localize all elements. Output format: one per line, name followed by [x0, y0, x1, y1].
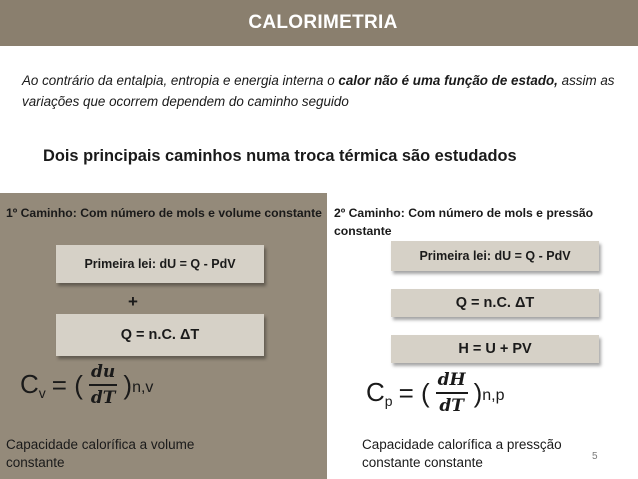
intro-text-after: assim as variações que ocorrem dependem do caminho seguido: [22, 73, 615, 109]
cv-close-paren: ): [123, 369, 133, 400]
cv-symbol: $C_v$: [20, 369, 46, 401]
path-2-enthalpy-text: H = U + PV: [458, 341, 532, 357]
path-1-heat-text: Q = n.C. ΔT: [120, 327, 200, 343]
path-2-label: 2º Caminho: Com número de mols e pressão constante: [334, 206, 594, 238]
cv-subscript: n,v: [132, 379, 154, 396]
intro-paragraph: [22, 70, 622, 112]
path-1-first-law-box: [56, 245, 264, 283]
path-1-heat-box: [56, 314, 264, 356]
cp-subscript: n,p: [482, 387, 505, 404]
path-2-heat-box: [391, 289, 599, 317]
cp-symbol: $C_p$: [366, 377, 393, 409]
intro-text-before: Ao contrário da entalpia, entropia e energia interna o: [22, 73, 339, 88]
path-2-first-law-box: [391, 241, 599, 271]
section-subtitle: Dois principais caminhos numa troca térmica são estudados: [43, 147, 517, 165]
cv-equals-paren: = (: [51, 369, 83, 400]
path-2-first-law-text: Primeira lei: dU = Q - PdV: [419, 249, 571, 263]
cp-denominator: dT: [439, 396, 464, 416]
path-2-heat-text: Q = n.C. ΔT: [455, 295, 535, 311]
cv-fraction-bar: [89, 384, 118, 386]
path-1-first-law-text: Primeira lei: dU = Q - PdV: [84, 257, 236, 271]
cv-numerator: du: [91, 362, 116, 382]
cp-close-paren: ): [473, 377, 483, 408]
cp-fraction-bar: [436, 392, 468, 394]
cp-fraction: [436, 370, 468, 416]
title-bar: [0, 0, 638, 46]
cv-denominator: dT: [90, 388, 116, 408]
plus-sign: +: [128, 292, 138, 311]
path-1-label: 1º Caminho: Com número de mols e volume constante: [6, 206, 322, 220]
cp-equals-paren: = (: [398, 377, 430, 408]
path-2-enthalpy-box: [391, 335, 599, 363]
cv-formula: [20, 362, 153, 408]
cp-formula: [366, 370, 505, 416]
page-number: 5: [592, 451, 598, 462]
slide-title: CALORIMETRIA: [248, 12, 398, 33]
intro-bold-text: calor não é uma função de estado,: [338, 73, 558, 88]
cp-caption: Capacidade calorífica a pressção constante constante: [362, 437, 562, 470]
cv-caption: Capacidade calorífica a volume constante: [6, 437, 195, 470]
cv-fraction: [89, 362, 118, 408]
cp-numerator: dH: [437, 370, 466, 390]
